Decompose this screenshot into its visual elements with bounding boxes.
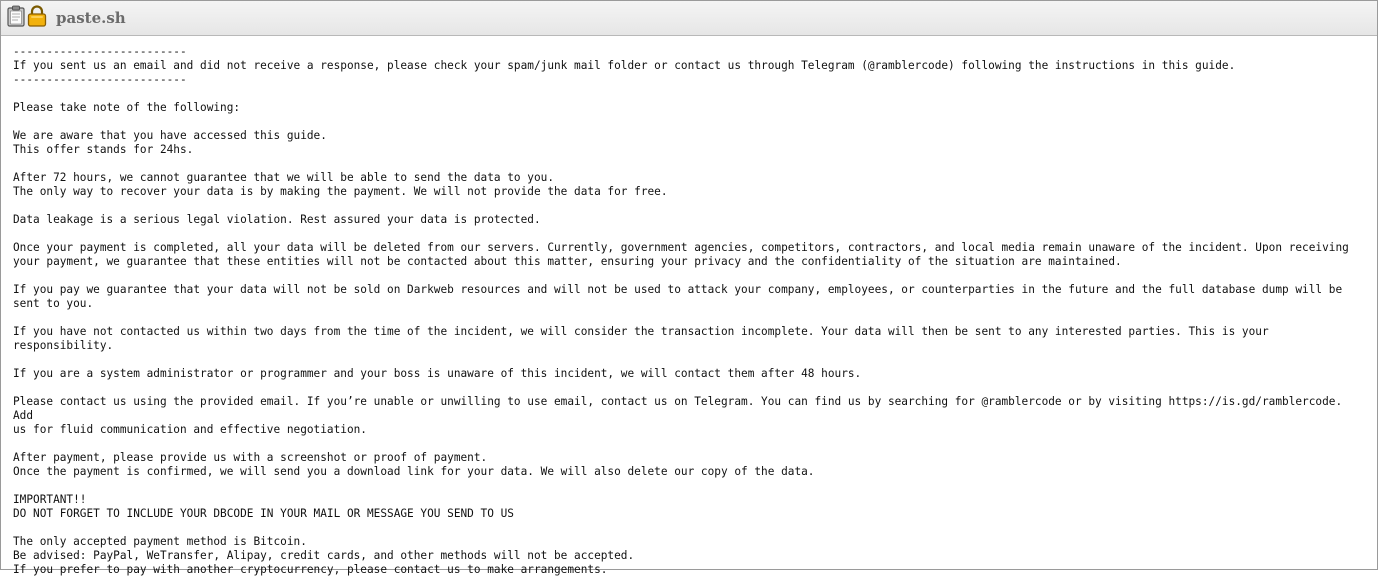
paste-line: Please contact us using the provided email. If you’re unable or unwilling to use email, contact us on Telegram. You can find us by searching for @ramblercode or by visiting https://is.gd/ramblercode. Add [13,395,1349,422]
paste-line: your payment, we guarantee that these entities will not be contacted about this matter, ensuring your privacy and the confidentiality of the situation are maintained. [13,255,1122,268]
site-title[interactable]: paste.sh [56,9,126,27]
paste-line: sent to you. [13,297,94,310]
blank-line [13,521,1363,535]
blank-line [13,269,1363,283]
blank-line [13,227,1363,241]
paste-line: Data leakage is a serious legal violation. Rest assured your data is protected. [13,213,541,226]
site-header [1,1,1377,36]
paste-line: us for fluid communication and effective negotiation. [13,423,367,436]
paste-line: If you are a system administrator or programmer and your boss is unaware of this incident, we will contact them after 48 hours. [13,367,862,380]
blank-line [13,311,1363,325]
paste-text [13,45,1363,577]
blank-line [13,381,1363,395]
paste-line: Once your payment is completed, all your data will be deleted from our servers. Currently, government agencies, competitors, contractors, and local media remain unaware of the incident. Upon receiving [13,241,1349,254]
paste-line: IMPORTANT!! [13,493,87,506]
paste-line: After payment, please provide us with a screenshot or proof of payment. [13,451,488,464]
paste-line: If you prefer to pay with another cryptocurrency, please contact us to make arrangements. [13,563,608,576]
blank-line [13,479,1363,493]
lock-icon [27,5,47,32]
blank-line [13,87,1363,101]
paste-line: Please take note of the following: [13,101,241,114]
paste-line: If you sent us an email and did not receive a response, please check your spam/junk mail folder or contact us through Telegram (@ramblercode) following the instructions in this guide. [13,59,1236,72]
paste-line: -------------------------- [13,45,187,58]
clipboard-icon [7,5,25,32]
paste-line: The only way to recover your data is by making the payment. We will not provide the data for free. [13,185,668,198]
paste-line: Be advised: PayPal, WeTransfer, Alipay, credit cards, and other methods will not be accepted. [13,549,635,562]
paste-line: -------------------------- [13,73,187,86]
blank-line [13,157,1363,171]
blank-line [13,353,1363,367]
blank-line [13,437,1363,451]
paste-line: If you have not contacted us within two days from the time of the incident, we will consider the transaction incomplete. Your data will then be sent to any interested parties. This is your [13,325,1269,338]
paste-line: This offer stands for 24hs. [13,143,194,156]
paste-line: If you pay we guarantee that your data will not be sold on Darkweb resources and will not be used to attack your company, employees, or counterparties in the future and the full database dump will be [13,283,1343,296]
blank-line [13,199,1363,213]
paste-line: responsibility. [13,339,114,352]
paste-line: Once the payment is confirmed, we will send you a download link for your data. We will also delete our copy of the data. [13,465,815,478]
paste-line: The only accepted payment method is Bitcoin. [13,535,307,548]
paste-line: After 72 hours, we cannot guarantee that we will be able to send the data to you. [13,171,554,184]
paste-content [13,45,1363,576]
logo-link[interactable] [7,5,47,32]
paste-line: DO NOT FORGET TO INCLUDE YOUR DBCODE IN YOUR MAIL OR MESSAGE YOU SEND TO US [13,507,514,520]
paste-line: We are aware that you have accessed this guide. [13,129,327,142]
blank-line [13,115,1363,129]
